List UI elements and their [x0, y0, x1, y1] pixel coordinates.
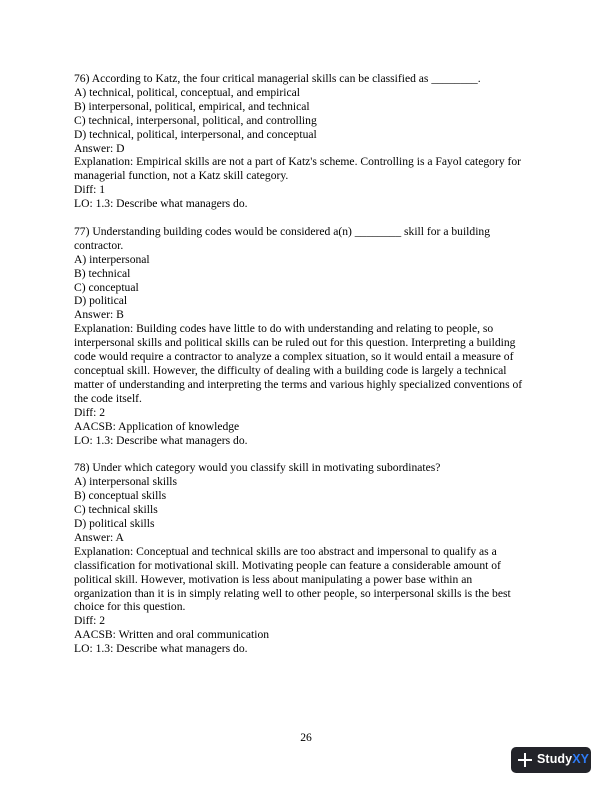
explanation-line: classification for motivational skill. Motivating people can feature a considerable amount of	[74, 558, 501, 572]
option-a: A) technical, political, conceptual, and empirical	[74, 85, 300, 99]
question-text: 76) According to Katz, the four critical managerial skills can be classified as ________.	[74, 72, 481, 85]
difficulty: Diff: 1	[74, 183, 106, 197]
explanation-line: interpersonal skills and political skills can be ruled out for this question. Interpreting a building	[74, 336, 516, 350]
explanation-line: managerial function, not a Katz skill category.	[74, 169, 289, 183]
option-b: B) interpersonal, political, empirical, and technical	[74, 99, 310, 113]
answer: Answer: B	[74, 308, 124, 322]
explanation-line: the code itself.	[74, 391, 142, 405]
page-number: 26	[300, 731, 312, 744]
option-b: B) technical	[74, 266, 131, 280]
learning-objective: LO: 1.3: Describe what managers do.	[74, 642, 248, 656]
question-78	[74, 461, 544, 656]
learning-objective: LO: 1.3: Describe what managers do.	[74, 197, 248, 211]
option-c: C) technical, interpersonal, political, and controlling	[74, 113, 317, 127]
studyxy-badge[interactable]	[511, 747, 591, 773]
question-77	[74, 225, 544, 448]
question-text: 78) Under which category would you classify skill in motivating subordinates?	[74, 461, 441, 475]
option-c: C) technical skills	[74, 503, 158, 517]
explanation-line: Explanation: Empirical skills are not a part of Katz's scheme. Controlling is a Fayol category for	[74, 155, 522, 169]
explanation-line: conceptual skill. However, the difficulty of dealing with a building code is largely a technical	[74, 364, 507, 378]
answer: Answer: A	[74, 530, 124, 544]
plus-icon	[517, 752, 533, 768]
explanation-line: Explanation: Building codes have little to do with understanding and relating to people, so	[74, 322, 494, 336]
option-d: D) political	[74, 294, 128, 308]
aacsb: AACSB: Written and oral communication	[74, 628, 270, 642]
explanation-line: matter of understanding and interpreting the terms and various highly specialized conventions of	[74, 377, 523, 391]
option-c: C) conceptual	[74, 280, 139, 294]
brand-main: Study	[537, 752, 573, 767]
explanation-line: organization than it is in simply relating well to other people, so interpersonal skills is the best	[74, 586, 511, 600]
option-a: A) interpersonal	[74, 252, 150, 266]
explanation-line: choice for this question.	[74, 600, 186, 614]
option-d: D) political skills	[74, 516, 155, 530]
explanation-line: code would require a contractor to analyze a complex situation, so it would entail a measure of	[74, 350, 514, 364]
answer: Answer: D	[74, 141, 125, 155]
option-b: B) conceptual skills	[74, 489, 167, 503]
difficulty: Diff: 2	[74, 614, 106, 628]
option-d: D) technical, political, interpersonal, and conceptual	[74, 127, 317, 141]
aacsb: AACSB: Application of knowledge	[74, 419, 240, 433]
explanation-line: political skill. However, motivation is less about manipulating a power base within an	[74, 572, 473, 586]
question-text: contractor.	[74, 238, 124, 252]
difficulty: Diff: 2	[74, 405, 106, 419]
question-text: 77) Understanding building codes would be considered a(n) ________ skill for a building	[74, 224, 491, 238]
option-a: A) interpersonal skills	[74, 475, 178, 489]
brand-accent: XY	[572, 752, 590, 767]
question-76	[74, 72, 544, 211]
explanation-line: Explanation: Conceptual and technical skills are too abstract and impersonal to qualify as a	[74, 544, 497, 558]
document-body	[74, 72, 544, 670]
learning-objective: LO: 1.3: Describe what managers do.	[74, 433, 248, 447]
